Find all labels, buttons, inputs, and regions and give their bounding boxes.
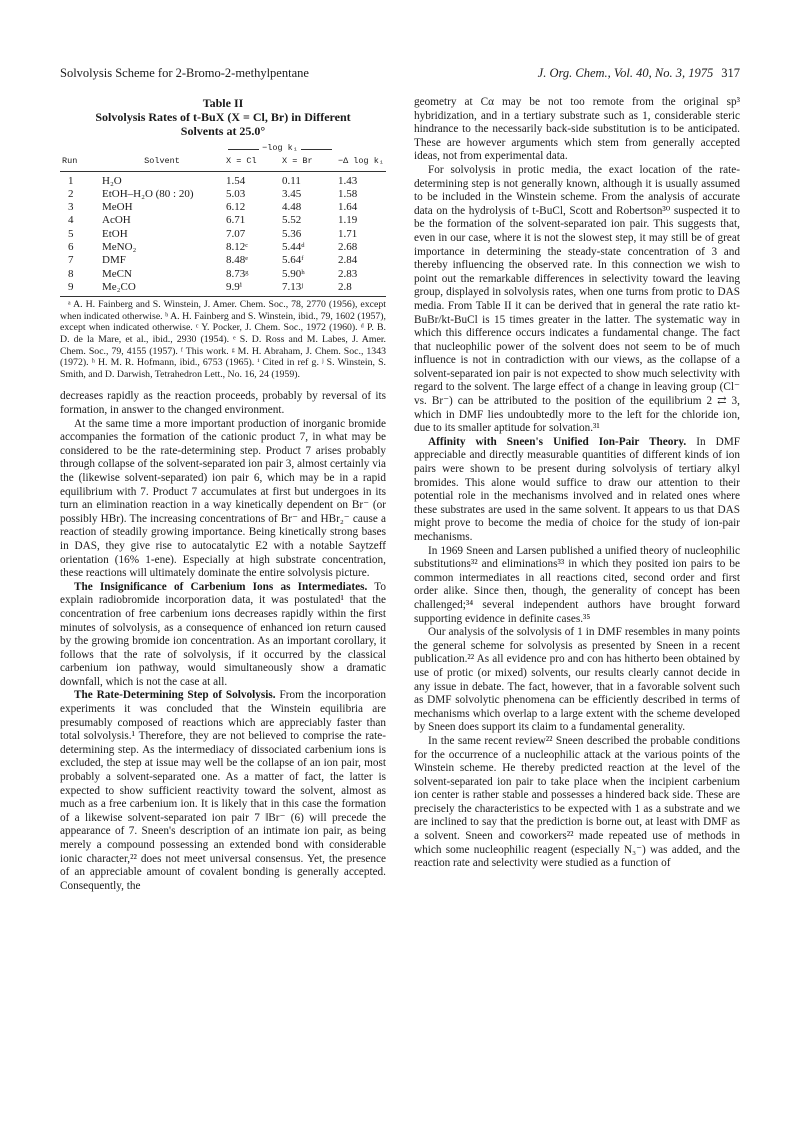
table-row — [60, 254, 386, 267]
cell-cl: 9.9ⁱ — [224, 281, 280, 297]
cell-br: 5.52 — [282, 214, 302, 227]
table-row — [60, 228, 386, 241]
cell-br: 3.45 — [282, 187, 302, 200]
paragraph-left-1: decreases rapidly as the reaction proceeds, probably by reversal of its formation, in answer to the changed environment. — [60, 390, 386, 417]
cell-run: 5 — [68, 227, 74, 240]
table-row — [60, 241, 386, 254]
col-cl: X = Cl — [224, 155, 280, 171]
cell-cl: 7.07 — [226, 227, 246, 240]
cell-solvent: MeCN — [102, 267, 132, 280]
cell-solvent: EtOH — [102, 227, 128, 240]
table-footnotes — [60, 299, 386, 380]
section-heading-rate-step: The Rate-Determining Step of Solvolysis. — [74, 689, 276, 702]
table-row — [60, 201, 386, 214]
running-title: Solvolysis Scheme for 2-Bromo-2-methylpentane — [60, 66, 309, 80]
cell-delta: 2.83 — [338, 267, 358, 280]
section-text-rate-step: From the incorporation experiments it was concluded that the Winstein equilibria are presumably composed of reactions which are appreciably faster than total solvolysis.¹ Therefore, they are not believed to comprise the rate-determining step. As the intermediacy of dissociated carbenium ions is excluded, the step at issue may well be the collapse of an ion pair, most probably a solvent-separated one. As a matter of fact, the latter is expected to show sufficient reactivity toward the solvent, almost as much as a free carbenium ion. It is likely that in this case the formation of a likewise solvent-separated ion pair 7 ‖Br⁻ (6) will precede the appearance of 7. Sneen's description of an intimate ion pair, as being merely a compound possessing an extended bond with considerable ionic character,²² does not meet universal consensus. Yet, the presence of an appreciable amount of covalent bonding is generally accepted. Consequently, the — [60, 689, 386, 892]
cell-solvent: MeNO₂ — [102, 241, 137, 254]
paragraph-right-2: For solvolysis in protic media, the exact location of the rate-determining step is not generally known, although it is usually assumed to be included in the Winstein scheme. From the analysis of accurate data on the hydrolysis of t-BuCl, Scott and Robertson³⁰ suspected it to be the formation of the solvent-separated ion pair. This suggests that, even in our case, where it is not the slowest step, it may still be of great importance in determining the steady-state concentration of 3 and thereby influencing the observed rate. In this connection we wish to point out the remarkable differences in selectivity toward the leaving group, displayed in solvolysis rates, when one turns from protic to DAS media. From Table II it can be derived that in general the rate ratio kt-BuBr/kt-BuCl is 15 times greater in the latter. The systematic way in which this difference occurs indicates a fundamental change. The fact that nucleophilic power of the solvent does not seem to be of much influence is not in contradiction with our views, as the collapse of a solvent-separated ion pair is not expected to show much selectivity with regard to the solvent. The large effect of a change in leaving group (Cl⁻ vs. Br⁻) can be attributed to the position of the equilibrium 2 ⇄ 3, which in DMF lies undoubtedly more to the left for the chloride ion, due to its smaller aptitude for solvation.³¹ — [414, 163, 740, 435]
footnote-text: ᵃ A. H. Fainberg and S. Winstein, J. Amer. Chem. Soc., 78, 2770 (1956), except when indicated otherwise. ᵇ A. H. Fainberg and S. Winstein, ibid., 79, 1602 (1957), except when indicated otherwise. ᶜ Y. Pocker, J. Chem. Soc., 1972 (1960). ᵈ P. B. D. de la Mare, et al., ibid., 2930 (1954). ᵉ S. D. Ross and M. Labes, J. Amer. Chem. Soc., 79, 4155 (1957). ᶠ This work. ᵍ M. H. Abraham, J. Chem. Soc., 1343 (1972). ʰ H. M. R. Hofmann, ibid., 6753 (1965). ⁱ Cited in ref g. ʲ S. Winstein, S. Smith, and D. Darwish, Tetrahedron Lett., No. 16, 24 (1959). — [60, 299, 386, 380]
journal-name: J. Org. Chem., Vol. 40, No. 3, 1975 — [537, 66, 714, 80]
cell-run: 6 — [68, 241, 74, 254]
paragraph-left-2: At the same time a more important production of inorganic bromide accompanies the formation of the cationic product 7, in what may be considered to be the rate-determining step. Product 7 arises probably through collapse of the solvent-separated ion pair 3, almost certainly via the (likewise solvent-separated) ion pair 6, which may be in a rapid equilibrium with 7. Product 7 accumulates at first but undergoes in its turn an elimination reaction in a way kinetically dependent on Br⁻ (or possibly HBr). The increasing concentrations of Br⁻ and HBr₂⁻ cause a reaction of steadily growing importance. Being kinetically strong bases in DAS, they give rise to autocatalytic E2 with a notable Saytzeff orientation (16% 1-ene). Especially at high substrate concentration, these reactions will ultimately dominate the entire solvolysis picture. — [60, 417, 386, 580]
table-title-line1: Solvolysis Rates of t-BuX (X = Cl, Br) in Different — [95, 110, 351, 124]
col-run: Run — [60, 155, 100, 171]
paragraph-right-3: In 1969 Sneen and Larsen published a unified theory of nucleophilic substitutions³² and eliminations³³ in which they posited ion pairs to be common intermediates in all reactions cited, second order and first order alike. Since then, though, the generality of concept has been challenged;³⁴ several independent authors have brought forward supporting evidence in definite cases.³⁵ — [414, 544, 740, 625]
solvolysis-table — [60, 142, 386, 297]
cell-br: 5.90ʰ — [282, 267, 305, 280]
cell-solvent: Me₂CO — [100, 281, 224, 297]
cell-delta: 1.43 — [338, 174, 358, 187]
cell-br: 0.11 — [282, 174, 301, 187]
cell-solvent: EtOH–H₂O (80 : 20) — [102, 187, 194, 200]
cell-cl: 5.03 — [226, 187, 246, 200]
cell-run: 3 — [68, 201, 74, 214]
cell-run: 2 — [68, 187, 74, 200]
table-row — [60, 214, 386, 227]
cell-br: 5.64ᶠ — [282, 254, 304, 267]
cell-solvent: MeOH — [102, 201, 133, 214]
table-row — [60, 188, 386, 201]
cell-solvent: DMF — [102, 254, 126, 267]
section-heading-carbenium: The Insignificance of Carbenium Ions as Intermediates. — [74, 580, 368, 593]
col-solvent: Solvent — [100, 155, 224, 171]
cell-br: 7.13ʲ — [280, 281, 336, 297]
cell-delta: 1.71 — [338, 227, 358, 240]
left-column — [60, 96, 386, 893]
cell-br: 5.36 — [282, 227, 302, 240]
section-heading-sneen: Affinity with Sneen's Unified Ion-Pair Theory. — [428, 435, 687, 448]
paragraph-right-4: Our analysis of the solvolysis of 1 in DMF resembles in many points the general scheme for solvolysis as presented by Sneen in a recent publication.²² As all evidence pro and con has hitherto been obtained by use of protic (or mixed) solvents, our results clearly cannot decide in any issue in debate. The fact, however, that in a favorable solvent such as DMF solvolytic phenomena can be efficiently described in terms of mechanisms which overlap to a large extent with the scheme developed by Sneen does support its claim to a fundamental generality. — [414, 626, 740, 734]
page-number: 317 — [721, 66, 740, 80]
cell-br: 4.48 — [282, 201, 302, 214]
section-text-carbenium: To explain radiobromide incorporation data, it was postulated¹ that the concentration of free carbenium ions decreases rapidly within the first minutes of solvolysis, as a consequence of enhanced ion return caused by the growing bromide ion concentration. As an important corollary, it follows that the rate of solvolysis, if it occurred by the classical carbenium ion pathway, would simultaneously show a dramatic downfall, which is not the case at all. — [60, 580, 386, 688]
cell-solvent: AcOH — [102, 214, 131, 227]
cell-delta: 2.68 — [338, 241, 358, 254]
cell-delta: 1.58 — [338, 187, 358, 200]
cell-cl: 1.54 — [226, 174, 246, 187]
cell-delta: 2.84 — [338, 254, 358, 267]
table-body — [60, 171, 386, 297]
table-label: Table II — [202, 96, 244, 110]
paragraph-right-1: geometry at Cα may be not too remote from the original sp³ hybridization, and in a tertiary substrate such as 1, considerable steric hindrance to the necessarily back-side substitution is to be anticipated. These are however arguments which stem from generally accepted ideas, not from experimental data. — [414, 96, 740, 163]
cell-cl: 8.48ᵉ — [226, 254, 249, 267]
paragraph-right-5: In the same recent review²² Sneen described the probable conditions for the occurrence of a nucleophilic attack at the various points of the Winstein scheme. He thereby predicted reaction at the level of the solvent-separated ion pair to take place when the incipient carbenium ion center is rather stable and possesses a hindered back side. These are precisely the characteristics to be expected with 1 as a substrate and we are inclined to say that the prediction is borne out, at least with DMF as a solvent. Sneen and coworkers²² made repeated use of methods in which some nucleophilic reagent (especially N₃⁻) was added, and the reaction rate and selectivity were studied as a function of — [414, 734, 740, 870]
cell-cl: 6.71 — [226, 214, 246, 227]
col-br: X = Br — [280, 155, 336, 171]
table-row — [60, 268, 386, 281]
cell-cl: 8.12ᶜ — [226, 241, 249, 254]
cell-delta: 2.8 — [336, 281, 386, 297]
cell-cl: 6.12 — [226, 201, 246, 214]
cell-run: 8 — [68, 267, 74, 280]
cell-run: 9 — [60, 281, 100, 297]
table-row — [60, 171, 386, 188]
cell-cl: 8.73ᵍ — [226, 267, 249, 280]
right-column — [414, 96, 740, 871]
cell-run: 1 — [68, 174, 74, 187]
table-title-line2: Solvents at 25.0° — [180, 124, 266, 138]
cell-delta: 1.19 — [338, 214, 358, 227]
cell-run: 7 — [68, 254, 74, 267]
cell-solvent: H₂O — [102, 174, 122, 187]
col-delta: −Δ log k₁ — [336, 155, 386, 171]
cell-br: 5.44ᵈ — [282, 241, 305, 254]
journal-citation — [538, 66, 740, 81]
cell-run: 4 — [68, 214, 74, 227]
section-text-sneen: In DMF appreciable and directly measurable quantities of different kinds of ion pairs were shown to be present during solvolysis of tertiary alkyl bromides. This alone would suffice to draw our attention to their potential role in the mechanisms involved and in related ones where these substrates are used in the same solvent. It appears to us that DAS might prove to become the media of choice for the study of ion-pair mechanisms. — [414, 435, 741, 543]
cell-delta: 1.64 — [338, 201, 358, 214]
table-row — [60, 281, 386, 297]
log-k-group-header: −log k₁ — [224, 142, 336, 155]
